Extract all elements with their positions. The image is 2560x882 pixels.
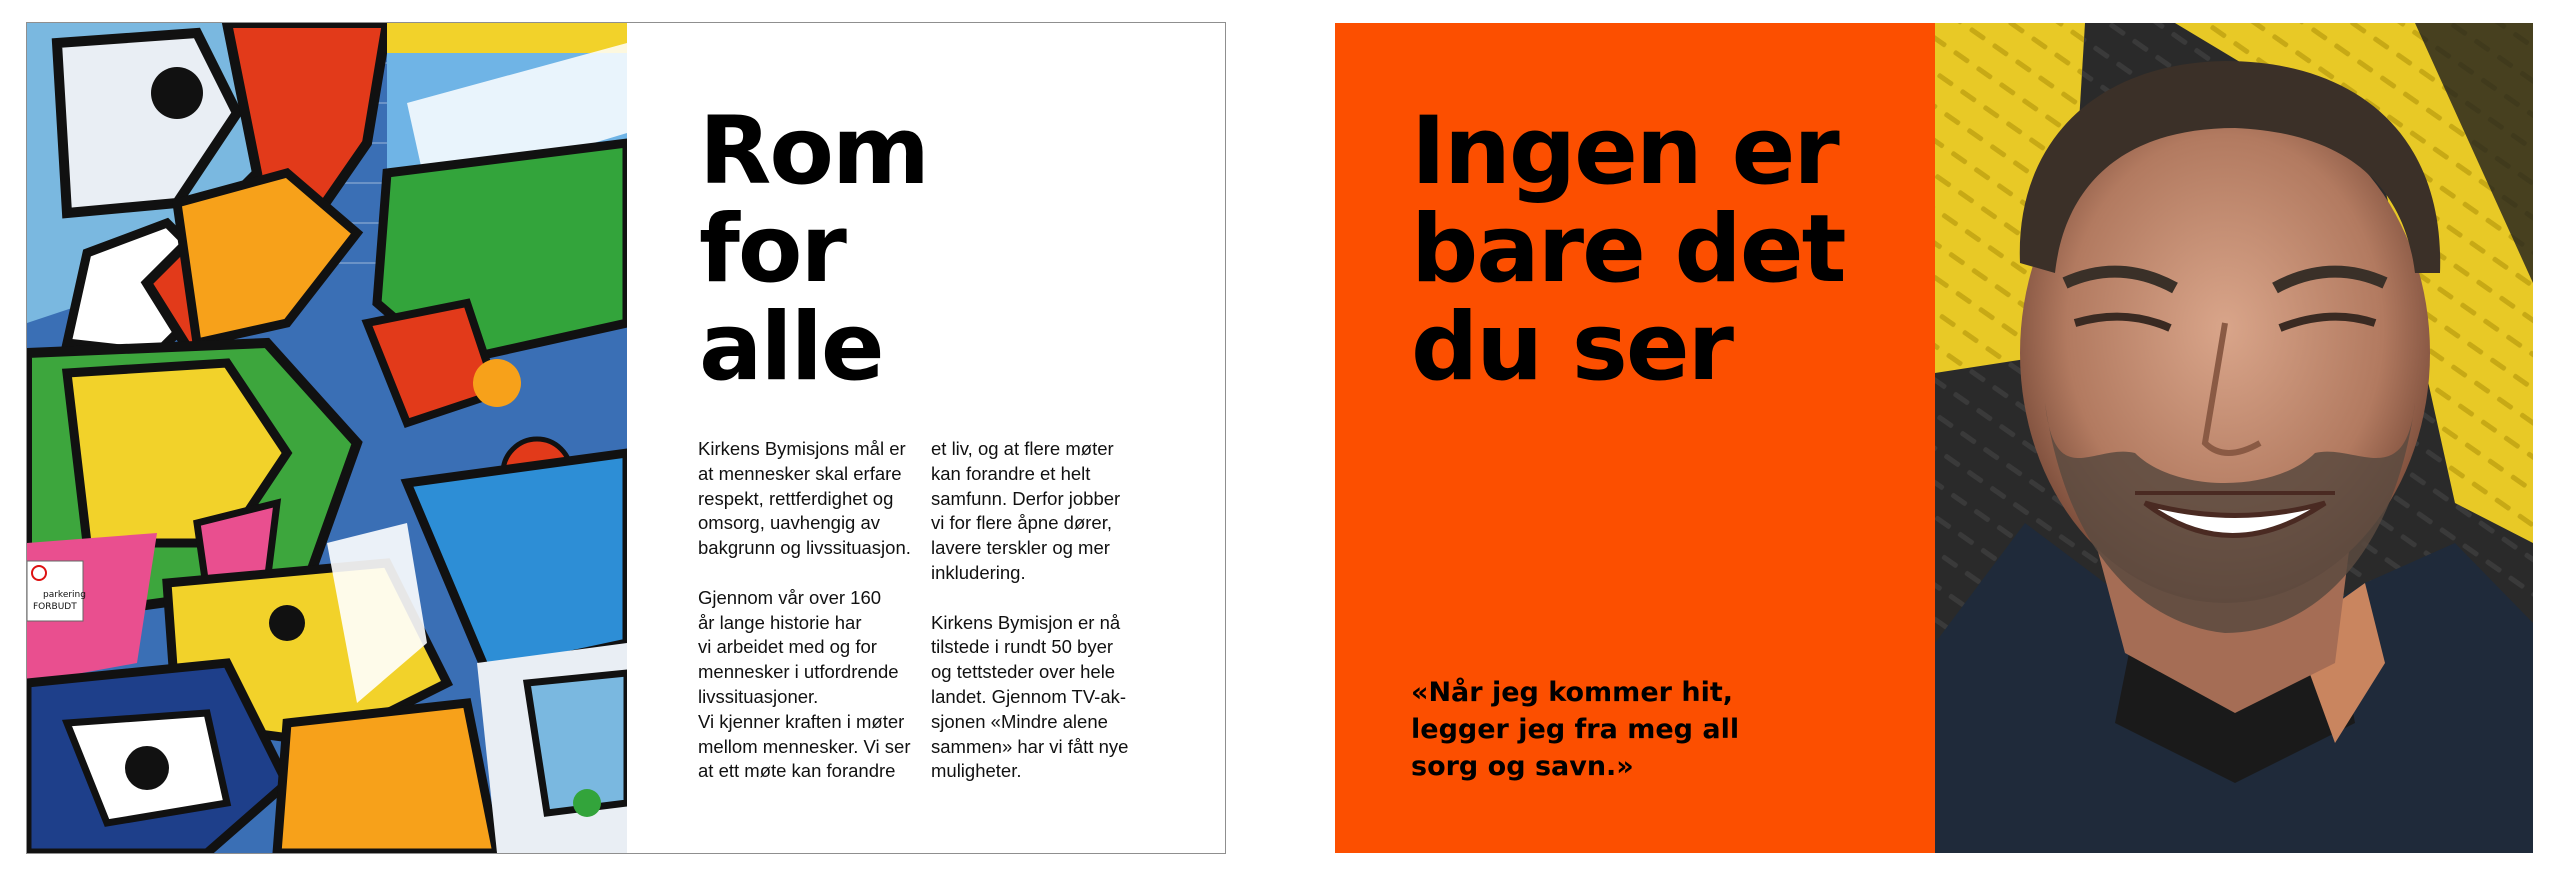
- text-line: Kirkens Bymisjons mål er: [698, 438, 906, 459]
- text-line: Gjennom vår over 160: [698, 586, 882, 608]
- orange-text-page: [1335, 23, 1935, 853]
- text-line: bakgrunn og livssituasjon.: [698, 537, 911, 559]
- text-line: et liv, og at flere møter: [931, 438, 1114, 459]
- text-line: landet. Gjennom TV-ak-: [931, 685, 1127, 707]
- pull-quote: [1411, 674, 1831, 785]
- text-line: mennesker i utfordrende: [698, 661, 899, 683]
- text-line: inkludering.: [931, 561, 1026, 583]
- title-line: alle: [699, 293, 883, 402]
- title-line: Rom: [699, 97, 928, 206]
- portrait-photo: [1935, 23, 2533, 853]
- text-line: at mennesker skal erfare: [698, 462, 902, 484]
- text-line: at ett møte kan forandre: [698, 760, 896, 782]
- text-line: samfunn. Derfor jobber: [931, 487, 1121, 509]
- title-line: bare det: [1411, 195, 1845, 304]
- text-line: Vi kjenner kraften i møter: [698, 710, 905, 732]
- paragraph: [931, 611, 1153, 785]
- text-line: lavere terskler og mer: [931, 537, 1110, 559]
- body-column-1: [698, 437, 920, 784]
- paragraph: [931, 437, 1153, 586]
- text-line: muligheter.: [931, 760, 1022, 782]
- title-line: Ingen er: [1411, 97, 1838, 206]
- text-line: tilstede i rundt 50 byer: [931, 636, 1114, 658]
- paragraph: [698, 437, 920, 561]
- text-line: sjonen «Mindre alene: [931, 710, 1108, 732]
- left-spread: [27, 23, 1225, 853]
- white-text-page: [627, 23, 1225, 853]
- text-line: vi for flere åpne dører,: [931, 512, 1112, 534]
- text-line: omsorg, uavhengig av: [698, 512, 881, 534]
- text-line: vi arbeidet med og for: [698, 636, 877, 658]
- text-line: respekt, rettferdighet og: [698, 487, 894, 509]
- paragraph: [698, 586, 920, 784]
- text-line: år lange historie har: [698, 611, 862, 633]
- page-title: [1411, 97, 1845, 402]
- text-line: livssituasjoner.: [698, 685, 819, 707]
- quote-line: sorg og savn.»: [1411, 751, 1634, 782]
- text-line: og tettsteder over hele: [931, 661, 1116, 683]
- title-line: for: [699, 195, 845, 304]
- right-spread: [1335, 23, 2533, 853]
- page-title: [699, 97, 928, 402]
- text-line: kan forandre et helt: [931, 462, 1091, 484]
- text-line: sammen» har vi fått nye: [931, 735, 1129, 757]
- graffiti-photo: [27, 23, 627, 853]
- sign-line-2: FORBUDT: [33, 602, 77, 612]
- quote-line: legger jeg fra meg all: [1411, 714, 1740, 745]
- text-line: mellom mennesker. Vi ser: [698, 735, 911, 757]
- text-line: Kirkens Bymisjon er nå: [931, 611, 1121, 633]
- quote-line: «Når jeg kommer hit,: [1411, 677, 1733, 708]
- title-line: du ser: [1411, 293, 1732, 402]
- sign-line-1: parkering: [43, 590, 86, 600]
- body-column-2: [931, 437, 1153, 784]
